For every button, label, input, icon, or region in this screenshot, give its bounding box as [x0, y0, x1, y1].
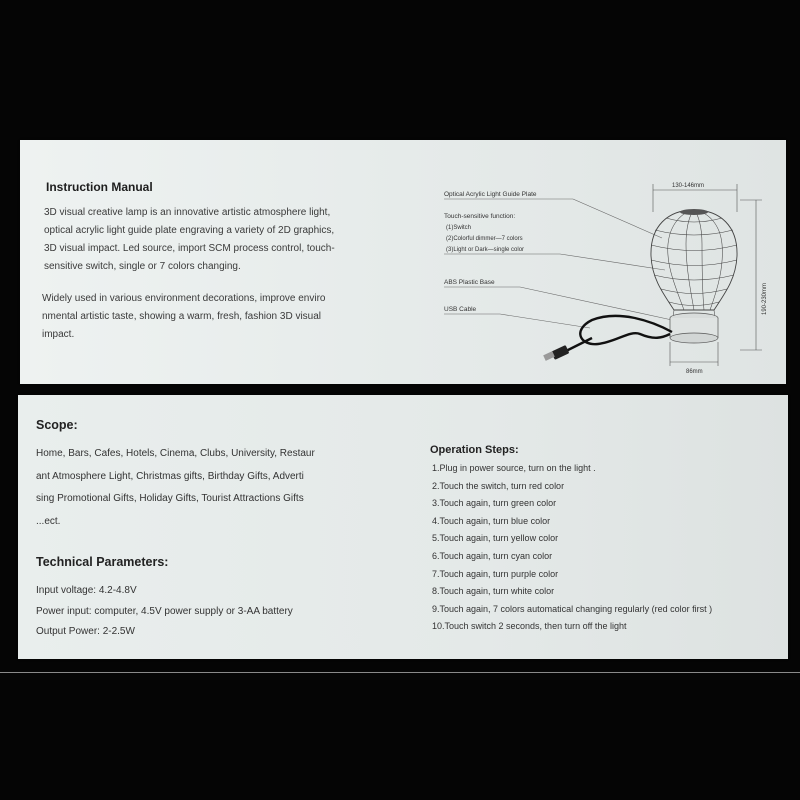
base-label: ABS Plastic Base	[444, 279, 495, 286]
usage-line: nmental artistic taste, showing a warm, fresh, fashion 3D visual	[42, 311, 322, 322]
scope-line: ant Atmosphere Light, Christmas gifts, Birthday Gifts, Adverti	[36, 470, 304, 482]
touch-item: (2)Colorful dimmer—7 colors	[446, 236, 523, 242]
touch-item: (3)Light or Dark—single color	[446, 247, 525, 253]
operation-step: 5.Touch again, turn yellow color	[432, 533, 559, 544]
usage-line: impact.	[42, 329, 75, 340]
operation-steps	[432, 460, 712, 636]
dim-height-label: 190-230mm	[762, 282, 768, 315]
manual-title: Instruction Manual	[46, 180, 153, 194]
touch-item: (1)Switch	[446, 225, 472, 231]
intro-line: 3D visual creative lamp is an innovative artistic atmosphere light,	[44, 207, 331, 218]
operation-step: 9.Touch again, 7 colors automatical changing regularly (red color first )	[432, 603, 713, 614]
scope-paragraph	[36, 443, 315, 533]
operation-step: 8.Touch again, turn white color	[432, 586, 555, 597]
tech-line: Input voltage: 4.2-4.8V	[36, 585, 137, 596]
touch-label: Touch-sensitive function:	[444, 213, 516, 220]
scope-title: Scope:	[36, 418, 78, 432]
operation-step: 4.Touch again, turn blue color	[432, 515, 551, 526]
tech-line: Output Power: 2-2.5W	[36, 626, 135, 637]
dimension-bottom	[670, 342, 718, 366]
intro-paragraph	[44, 204, 335, 276]
operation-step: 1.Plug in power source, turn on the light .	[432, 463, 596, 473]
usb-cable	[543, 316, 672, 361]
scope-line: sing Promotional Gifts, Holiday Gifts, Tourist Attractions Gifts	[36, 493, 304, 504]
scope-line: ...ect.	[36, 515, 61, 527]
usage-paragraph	[42, 290, 325, 344]
intro-line: optical acrylic light guide plate engraving a variety of 2D graphics,	[44, 225, 335, 236]
tech-line: Power input: computer, 4.5V power supply or 3-AA battery	[36, 605, 293, 617]
operation-title: Operation Steps:	[430, 444, 519, 456]
dim-top-label: 130-146mm	[672, 183, 705, 189]
details-card	[18, 395, 788, 659]
intro-line: sensitive switch, single or 7 colors changing.	[44, 261, 241, 272]
operation-step: 3.Touch again, turn green color	[432, 498, 557, 509]
dimension-height	[740, 200, 762, 350]
operation-step: 7.Touch again, turn purple color	[432, 568, 559, 579]
lamp-base	[670, 313, 718, 343]
tech-list	[36, 581, 293, 643]
intro-line: 3D visual impact. Led source, import SCM process control, touch-	[44, 243, 335, 254]
tech-title: Technical Parameters:	[36, 555, 169, 569]
usage-line: Widely used in various environment decorations, improve enviro	[42, 293, 326, 304]
operation-step: 2.Touch the switch, turn red color	[432, 480, 565, 491]
bulb-wireframe	[651, 209, 737, 318]
operation-step: 6.Touch again, turn cyan color	[432, 550, 553, 561]
cable-label: USB Cable	[444, 306, 477, 313]
scope-line: Home, Bars, Cafes, Hotels, Cinema, Clubs, University, Restaur	[36, 448, 315, 459]
bottom-divider-line	[0, 672, 800, 673]
instruction-card	[20, 140, 786, 384]
dim-bottom-label: 86mm	[686, 369, 703, 375]
lamp-diagram	[440, 170, 780, 380]
operation-step: 10.Touch switch 2 seconds, then turn off the light	[432, 621, 627, 632]
plate-label: Optical Acrylic Light Guide Plate	[444, 191, 537, 198]
